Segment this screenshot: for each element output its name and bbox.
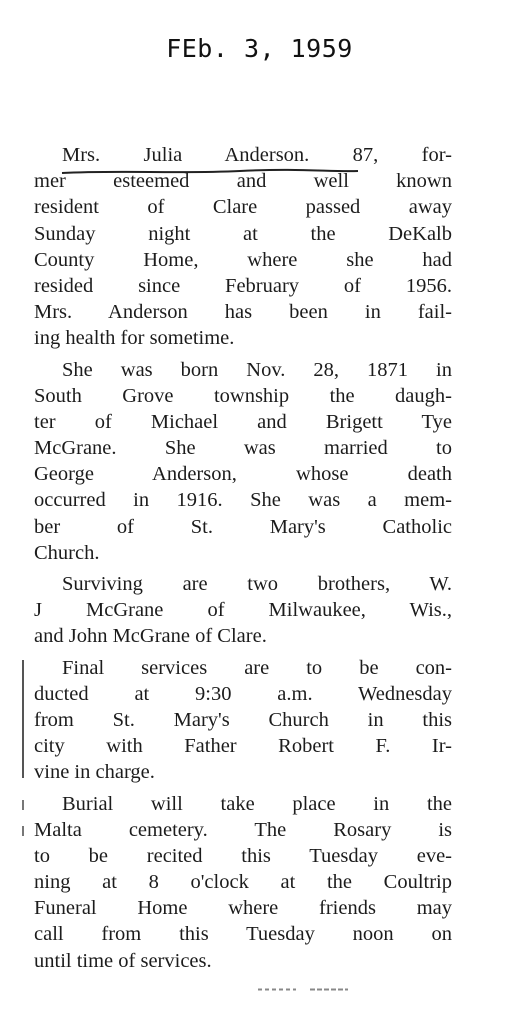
text-line: She was born Nov. 28, 1871 in: [62, 358, 452, 381]
text-line: resident of Clare passed away: [34, 196, 452, 219]
paragraph-survivors: [34, 571, 452, 650]
text-line: city with Father Robert F. Ir-: [34, 735, 452, 758]
text-line: Funeral Home where friends may: [34, 897, 452, 920]
text-line: ter of Michael and Brigett Tye: [34, 410, 452, 433]
text-line: J McGrane of Milwaukee, Wis.,: [34, 599, 452, 622]
paragraph-biography: [34, 357, 452, 567]
clipping-edge-tick: [22, 826, 24, 836]
obituary-clipping: [34, 142, 452, 974]
clipping-edge-tick: [22, 800, 24, 810]
text-line: George Anderson, whose death: [34, 463, 452, 486]
text-line: to be recited this Tuesday eve-: [34, 844, 452, 867]
text-line: Final services are to be con-: [62, 656, 452, 679]
text-line: ducted at 9:30 a.m. Wednesday: [34, 682, 452, 705]
text-line: ning at 8 o'clock at the Coultrip: [34, 871, 452, 894]
text-line: Surviving are two brothers, W.: [62, 573, 452, 595]
text-line: Church.: [34, 541, 100, 564]
text-line: ber of St. Mary's Catholic: [34, 515, 452, 538]
text-line: Burial will take place in the: [62, 792, 452, 815]
print-smudge-mark: [258, 988, 348, 991]
text-line: and John McGrane of Clare.: [34, 625, 267, 648]
text-line: until time of services.: [34, 949, 212, 972]
text-line: occurred in 1916. She was a mem-: [34, 489, 452, 512]
text-line: ing health for sometime.: [34, 327, 235, 350]
text-line: from St. Mary's Church in this: [34, 708, 452, 731]
text-line: Mrs. Julia Anderson. 87, for-: [62, 144, 452, 166]
text-line: resided since February of 1956.: [34, 274, 452, 297]
text-line: County Home, where she had: [34, 248, 452, 271]
text-line: mer esteemed and well known: [34, 170, 452, 193]
text-line: Mrs. Anderson has been in fail-: [34, 301, 452, 324]
text-line: Malta cemetery. The Rosary is: [34, 818, 452, 841]
paragraph-services: [34, 655, 452, 786]
text-line: Sunday night at the DeKalb: [34, 222, 452, 245]
text-line: South Grove township the daugh-: [34, 384, 452, 407]
paragraph-announcement: [34, 142, 452, 352]
text-line: McGrane. She was married to: [34, 437, 452, 460]
text-line: vine in charge.: [34, 761, 155, 784]
text-line: call from this Tuesday noon on: [34, 923, 452, 946]
clipping-edge-mark: [22, 660, 24, 778]
paragraph-burial: [34, 791, 452, 974]
date-header: FEb. 3, 1959: [166, 34, 353, 63]
